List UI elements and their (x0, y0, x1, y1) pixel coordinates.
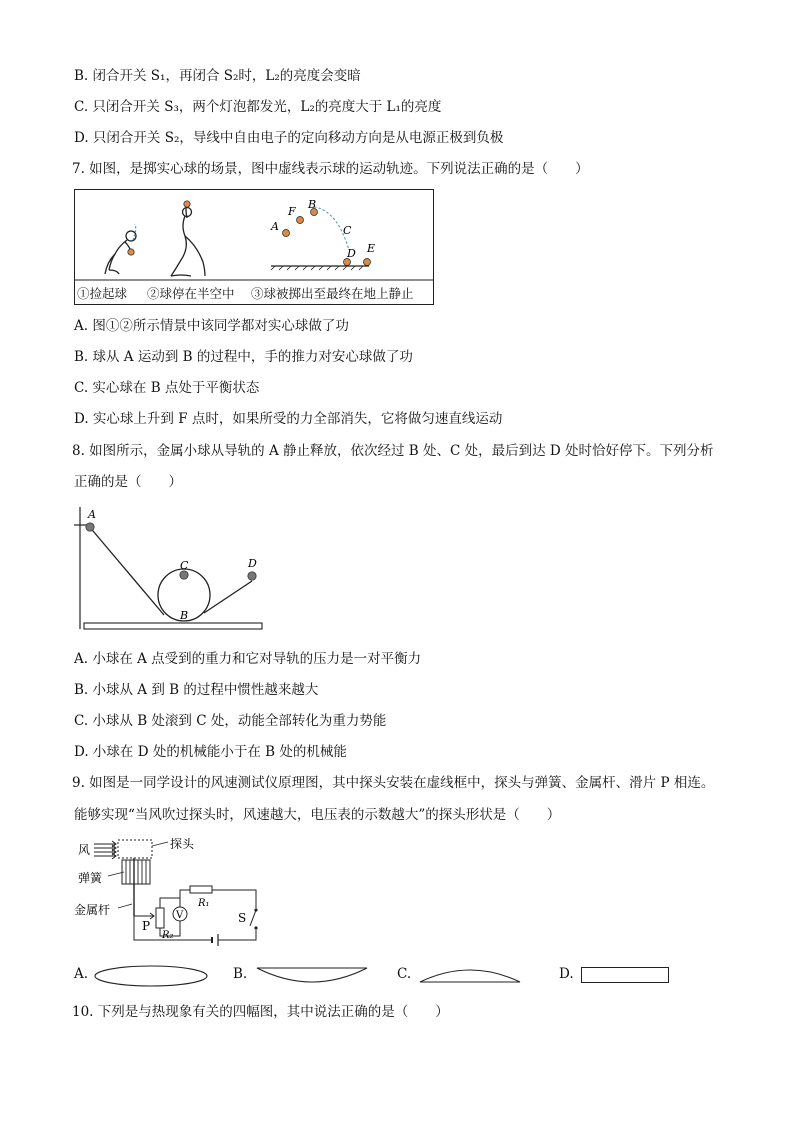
q9-option-c: C. (397, 966, 412, 982)
ball-d (248, 572, 256, 580)
q8-point-a: A (88, 508, 96, 521)
q7-figure (74, 189, 434, 305)
q8-option-b: B. 小球从 A 到 B 的过程中惯性越来越大 (74, 682, 319, 698)
r1-resistor (190, 886, 212, 893)
r2-resistor (156, 908, 164, 928)
scene-ball-in-air (171, 204, 205, 276)
q7-option-b: B. 球从 A 运动到 B 的过程中，手的推力对安心球做了功 (74, 349, 413, 365)
point-c-label: C (343, 224, 352, 237)
q8-point-d: D (248, 557, 257, 570)
q9-figure (74, 836, 270, 948)
q6-option-d: D. 只闭合开关 S₂，导线中自由电子的定向移动方向是从电源正极到负极 (74, 130, 504, 146)
q7-option-a: A. 图①②所示情景中该同学都对实心球做了功 (74, 318, 349, 334)
r2-label: R₂ (162, 930, 174, 941)
q6-option-b: B. 闭合开关 S₁，再闭合 S₂时，L₂的亮度会变暗 (74, 68, 361, 84)
r1-label: R₁ (198, 898, 210, 909)
q9-option-b: B. (233, 966, 248, 982)
wind-label: 风 (78, 843, 91, 857)
q8-point-c: C (180, 559, 189, 572)
q8-stem-line2: 正确的是（ ） (74, 474, 182, 490)
point-f-label: F (288, 205, 296, 218)
ball-scene2 (184, 201, 190, 207)
caption-2: ②球停在半空中 (147, 286, 235, 301)
q8-option-c: C. 小球从 B 处滚到 C 处，动能全部转化为重力势能 (74, 713, 387, 729)
q9-shape-b (254, 964, 370, 986)
caption-3: ③球被掷出至最终在地上静止 (251, 286, 414, 301)
q9-stem-line1: 9. 如图是一同学设计的风速测试仪原理图，其中探头安装在虚线框中，探头与弹簧、金属杆、滑片 P 相连。 (72, 775, 715, 791)
ball-c (180, 571, 188, 579)
q8-figure (74, 503, 268, 633)
ball-scene1 (128, 249, 134, 255)
q8-option-a: A. 小球在 A 点受到的重力和它对导轨的压力是一对平衡力 (74, 651, 422, 667)
rod-label: 金属杆 (74, 903, 111, 917)
point-e-label: E (367, 242, 376, 255)
q9-shape-a (92, 963, 210, 989)
ball-a (86, 523, 94, 531)
probe-label: 探头 (170, 837, 195, 851)
switch (250, 910, 256, 926)
q7-option-d: D. 实心球上升到 F 点时，如果所受的力全部消失，它将做匀速直线运动 (74, 411, 503, 427)
q7-option-c: C. 实心球在 B 点处于平衡状态 (74, 380, 260, 396)
point-b-label: B (308, 198, 317, 211)
caption-1: ①捡起球 (77, 286, 128, 301)
q8-option-d: D. 小球在 D 处的机械能小于在 B 处的机械能 (74, 744, 347, 760)
q8-point-b: B (180, 609, 189, 622)
spring-label: 弹簧 (78, 871, 103, 885)
switch-label: S (238, 911, 247, 925)
q9-option-d: D. (559, 966, 574, 982)
point-d-label: D (347, 247, 356, 260)
q6-option-c: C. 只闭合开关 S₃，两个灯泡都发光，L₂的亮度大于 L₁的亮度 (74, 99, 442, 115)
q9-option-a: A. (74, 966, 89, 982)
q10-stem: 10. 下列是与热现象有关的四幅图，其中说法正确的是（ ） (72, 1004, 449, 1020)
wind-arrows (94, 841, 116, 859)
point-a-ball (283, 230, 290, 237)
q9-shape-c (417, 964, 523, 986)
q9-stem-line2: 能够实现“当风吹过探头时，风速越大，电压表的示数越大”的探头形状是（ ） (74, 807, 561, 823)
voltmeter-label: V (176, 910, 184, 921)
q8-stem-line1: 8. 如图所示，金属小球从导轨的 A 静止释放，依次经过 B 处、C 处，最后到达 D 处时恰好停下。下列分析 (72, 443, 714, 459)
point-f-ball (297, 217, 304, 224)
q9-shape-d (581, 967, 669, 983)
probe-box (118, 840, 152, 858)
point-e-ball (364, 259, 371, 266)
q7-stem: 7. 如图，是掷实心球的场景，图中虚线表示球的运动轨迹。下列说法正确的是（ ） (72, 161, 589, 177)
slider-label: P (142, 919, 151, 933)
point-a-label: A (271, 220, 279, 233)
q9-figure-svg (74, 836, 270, 948)
q8-figure-svg (74, 503, 268, 633)
